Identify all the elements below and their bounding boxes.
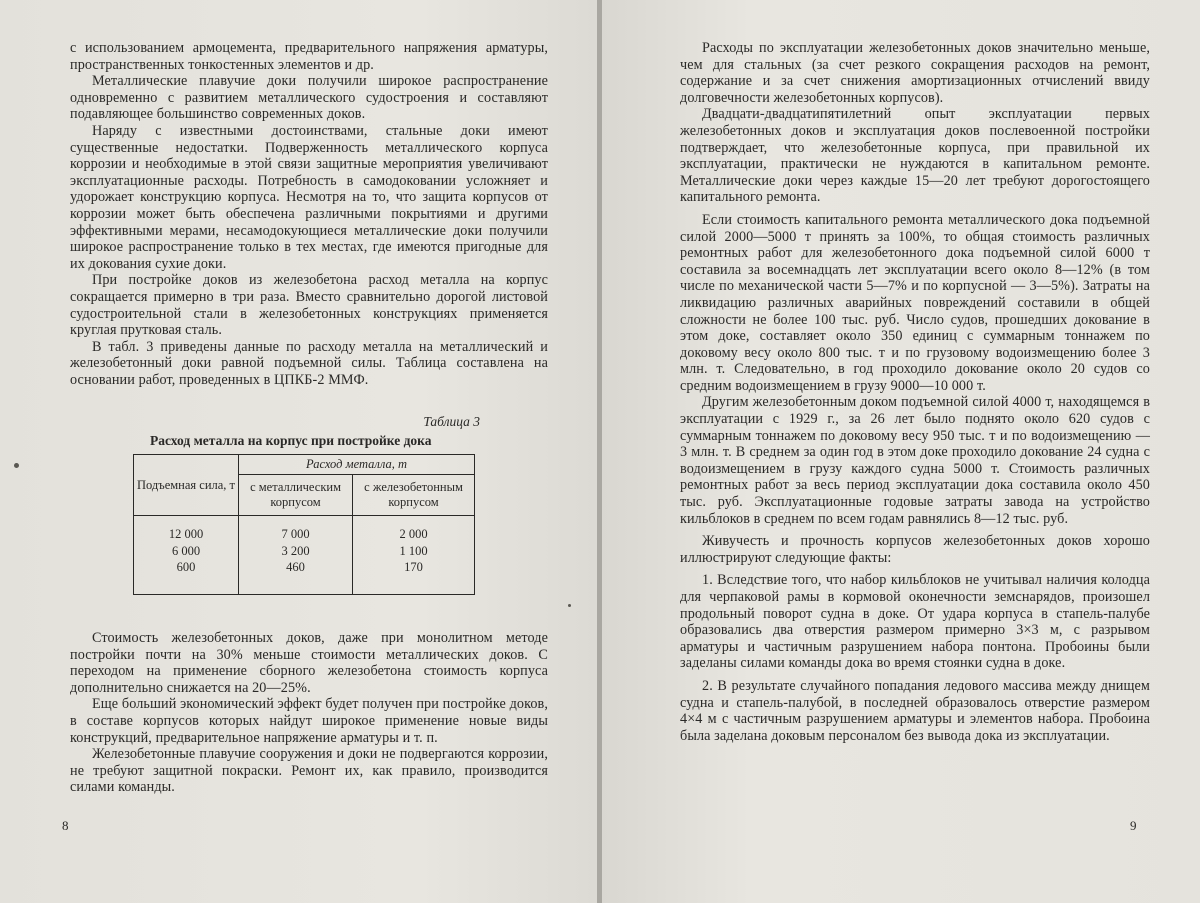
- table-cell-load: 6 000: [134, 542, 239, 560]
- paragraph: Другим железобетонным доком подъемной силой 4000 т, находящемся в эксплуатации с 1929 г., за 26 лет было поднято около 620 судов с суммарным тоннажем по доковому весу 950 тыс. т и по водоизмещению — 3 млн. т. В среднем за один год в этом доке проходило докование 24 судна с водоизмещением в грузу каждого судна 5000 т. Стоимость различных ремонтных работ за весь период эксплуатации дока составила около 450 тыс. руб. Эксплуатационные годовые затраты завода на устройство кильблоков в среднем по всем годам равнялись 8—12 тыс. руб.: [680, 394, 1150, 527]
- table-header-metal: с металлическим корпусом: [239, 474, 353, 515]
- right-page-text: [680, 40, 1150, 744]
- table-header-concrete: с железобетонным корпусом: [353, 474, 475, 515]
- table-row: [134, 542, 475, 560]
- paragraph: Железобетонные плавучие сооружения и доки не подвергаются коррозии, не требуют защитной покраски. Ремонт их, как правило, производится силами команды.: [70, 746, 548, 796]
- table-row: [134, 560, 475, 595]
- paragraph: Двадцати-двадцатипятилетний опыт эксплуатации первых железобетонных доков и эксплуатация доков послевоенной постройки подтверждает, что железобетонные корпуса, при правильной их эксплуатации, практически не нуждаются в капитальном ремонте. Металлические доки через каждые 15—20 лет требуют дорогостоящего капитального ремонта.: [680, 106, 1150, 206]
- paragraph: Расходы по эксплуатации железобетонных доков значительно меньше, чем для стальных (за счет резкого сокращения расходов на ремонт, содержание и за счет снижения амортизационных отчислений ввиду долговечности железобетонных корпусов).: [680, 40, 1150, 106]
- scan-speck: [568, 604, 571, 607]
- scan-speck: [14, 463, 19, 468]
- table-header-load: Подъемная сила, т: [134, 455, 239, 516]
- left-page: [0, 0, 598, 903]
- left-page-text-top: [70, 40, 548, 388]
- paragraph: Живучесть и прочность корпусов железобетонных доков хорошо иллюстрируют следующие факты:: [680, 533, 1150, 566]
- table-cell-concrete: 170: [353, 560, 475, 595]
- metal-consumption-table: [133, 454, 475, 595]
- paragraph: Стоимость железобетонных доков, даже при монолитном методе постройки почти на 30% меньше стоимости металлических доков. С переходом на применение сборного железобетона стоимость корпуса дополнительно снижается на 20—25%.: [70, 630, 548, 696]
- table-cell-load: 600: [134, 560, 239, 595]
- table-caption: Таблица 3: [423, 414, 480, 429]
- table-cell-concrete: 2 000: [353, 516, 475, 543]
- table-cell-metal: 7 000: [239, 516, 353, 543]
- table-header-group: Расход металла, т: [239, 455, 475, 475]
- table-cell-metal: 460: [239, 560, 353, 595]
- paragraph: с использованием армоцемента, предварительного напряжения арматуры, пространственных тонкостенных элементов и др.: [70, 40, 548, 73]
- paragraph: Металлические плавучие доки получили широкое распространение одновременно с развитием металлического судостроения и составляют подавляющее большинство современных доков.: [70, 73, 548, 123]
- paragraph: 2. В результате случайного попадания ледового массива между днищем судна и стапель-палубой, в последней образовалось отверстие размером 4×4 м с частичным разрушением арматуры и элементов набора. Пробоина была заделана доковым персоналом без вывода дока из эксплуатации.: [680, 677, 1150, 744]
- table-cell-load: 12 000: [134, 516, 239, 543]
- table-row: [134, 516, 475, 543]
- paragraph: Если стоимость капитального ремонта металлического дока подъемной силой 2000—5000 т принять за 100%, то общая стоимость различных ремонтных работ для железобетонного дока подъемной силой 6000 т составила за восемнадцать лет эксплуатации всего около 8—12% (в том числе по механической части 5—7% и по корпусной — 3—5%). Затраты на ликвидацию различных аварийных повреждений составили в общей сложности не более 100 тыс. руб. Число судов, прошедших докование в этом доке, составляет около 350 единиц с суммарным тоннажем по доковому весу около 800 тыс. т и по грузовому водоизмещению более 3 млн. т. Следовательно, в год проходило докование около 20 судов со средним водоизмещением в грузу 9000—10 000 т.: [680, 211, 1150, 394]
- paragraph: 1. Вследствие того, что набор кильблоков не учитывал наличия колодца для черпаковой рамы в кормовой оконечности земснарядов, произошел продольный поворот судна в доке. От удара корпуса в стапель-палубе образовались два отверстия размером примерно 3×3 м, с разрывом арматуры и частичным разрушением набора понтона. Пробоины были заделаны силами команды дока во время стоянки судна в доке.: [680, 572, 1150, 672]
- paragraph: При постройке доков из железобетона расход металла на корпус сокращается примерно в три раза. Вместо сравнительно дорогой листовой судостроительной стали в железобетонных конструкциях применяется круглая прутковая сталь.: [70, 272, 548, 339]
- paragraph: Наряду с известными достоинствами, стальные доки имеют существенные недостатки. Подверженность металлического корпуса коррозии и необходимые в этой связи защитные мероприятия увеличивают эксплуатационные расходы. Потребность в самодоковании усложняет и удорожает конструкцию корпуса. Несмотря на то, что защита корпусов от коррозии может быть обеспечена различными покрытиями и другими эффективными мерами, несамодокующиеся металлические доки получили широкое распространение только в тех местах, где имеются пригодные для их докования сухие доки.: [70, 122, 548, 272]
- table-title: Расход металла на корпус при постройке дока: [150, 433, 432, 448]
- table-cell-concrete: 1 100: [353, 542, 475, 560]
- paragraph: В табл. 3 приведены данные по расходу металла на металлический и железобетонный доки равной подъемной силы. Таблица составлена на основании работ, проведенных в ЦПКБ-2 ММФ.: [70, 338, 548, 388]
- page-number-left: 8: [62, 818, 69, 833]
- left-page-text-bottom: [70, 630, 548, 796]
- table-cell-metal: 3 200: [239, 542, 353, 560]
- right-page: [602, 0, 1200, 903]
- paragraph: Еще больший экономический эффект будет получен при постройке доков, в составе корпусов которых найдут широкое применение новые виды конструкций, предварительное напряжение арматуры и т. п.: [70, 696, 548, 746]
- page-number-right: 9: [1130, 818, 1137, 833]
